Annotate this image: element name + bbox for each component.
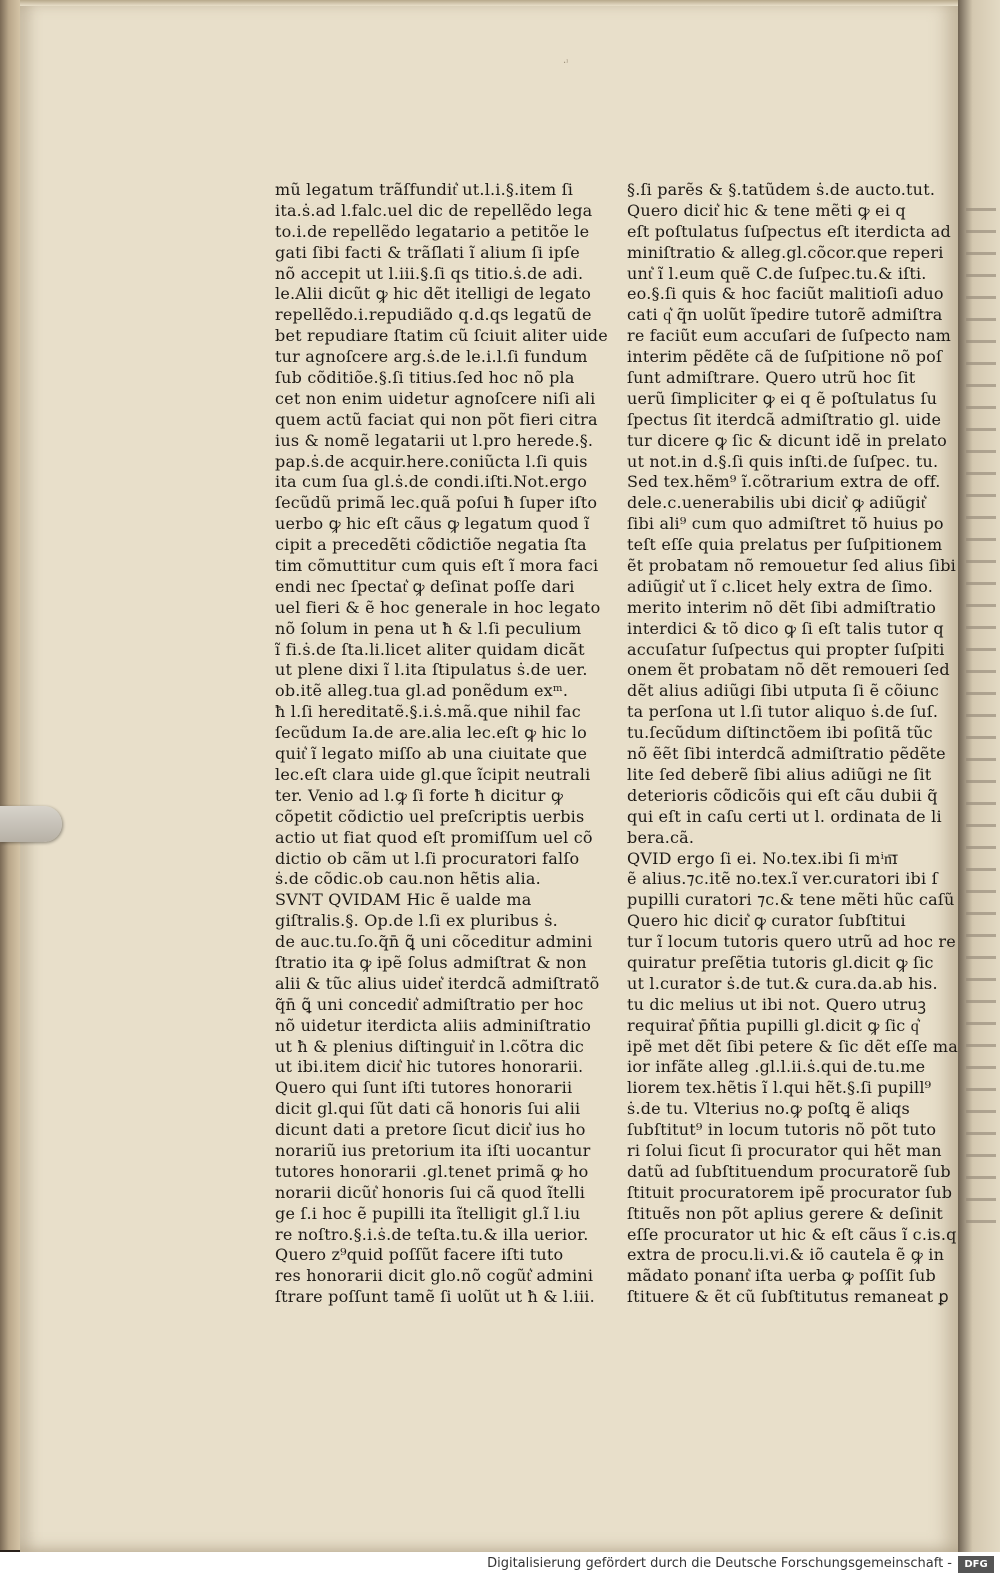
text-line: requirat͛ p̄ñtia pupilli gl.dicit ꝙ ſic q͛ <box>627 1015 919 1035</box>
text-column-right <box>627 180 959 1308</box>
text-line: QVID ergo ſi ei. No.tex.ibi ſi mⁱn͞ı <box>627 848 898 868</box>
text-line: ĩ fi.ṡ.de ſta.li.licet aliter quidam dicãt <box>275 639 585 659</box>
text-line: eſt poſtulatus ſuſpectus eſt iterdicta ad <box>627 221 951 241</box>
text-line: dẽt alius adiũgi ſibi utputa ſi ẽ cõiunc <box>627 681 940 701</box>
text-line: cõpetit cõdictio uel preſcriptis uerbis <box>275 806 585 826</box>
text-line: Quero hic dicit͛ ꝙ curator ſubſtitui <box>627 911 906 931</box>
text-column-left <box>275 180 608 1308</box>
text-line: ut not.in d.§.ſi quis inſti.de ſuſpec. tu. <box>627 451 939 471</box>
text-line: tur dicere ꝙ ſic & dicunt idẽ in prelato <box>627 430 947 450</box>
text-line: ſecũdũ primã lec.quã poſui ħ ſuper iſto <box>275 493 598 513</box>
text-line: uerbo ꝙ hic eſt cãus ꝙ legatum quod ĩ <box>275 514 590 534</box>
text-line: teſt eſſe quia prelatus per ſuſpitionem <box>627 535 943 555</box>
text-line: bet repudiare ſtatim cũ ſciuit aliter uide <box>275 326 608 346</box>
text-line: ẽ alius.⁊c.itẽ no.tex.ĩ ver.curatori ibi ſ <box>627 869 938 889</box>
text-line: tur agnoſcere arg.ṡ.de le.i.l.ſi fundum <box>275 347 588 367</box>
text-line: ius & nomẽ legatarii ut l.pro herede.§. <box>275 430 594 450</box>
text-line: ob.itẽ alleg.tua gl.ad ponẽdum exᵐ. <box>275 681 569 701</box>
text-line: re faciũt eum accuſari de ſuſpecto nam <box>627 326 952 346</box>
footer-bar <box>0 1552 1000 1578</box>
text-line: ſecũdum Ia.de are.alia lec.eſt ꝙ hic lo <box>275 723 588 743</box>
text-line: cet non enim uidetur agnoſcere niſi ali <box>275 388 596 408</box>
page-mark: ·ᶦ <box>563 58 569 69</box>
text-line: le.Alii dicũt ꝙ hic dẽt itelligi de legato <box>275 284 592 304</box>
text-line: quem actũ faciat qui non põt fieri citra <box>275 409 598 429</box>
text-line: re noſtro.§.i.ṡ.de teſta.tu.& illa uerior. <box>275 1224 589 1244</box>
text-line: Quero z⁹quid poſſũt facere iſti tuto <box>275 1245 564 1265</box>
text-line: adiũgit͛ ut ĩ c.licet hely extra de ſimo. <box>627 576 933 596</box>
text-line: bera.cã. <box>627 827 695 847</box>
text-line: pap.ṡ.de acquir.here.coniũcta l.ſi quis <box>275 451 588 471</box>
text-line: ut ħ & plenius diſtinguit͛ in l.cõtra dic <box>275 1036 585 1056</box>
text-line: mãdato ponant͛ iſta uerba ꝙ poſſit ſub <box>627 1266 936 1286</box>
dfg-logo: DFG <box>958 1556 994 1573</box>
text-line: quiratur preſẽtia tutoris gl.dicit ꝙ ſic <box>627 952 934 972</box>
text-line: ẽt probatam nõ remouetur ſed alius ſibi <box>627 556 956 576</box>
text-line: §.ſi parẽs & §.tatũdem ṡ.de aucto.tut. <box>627 180 936 199</box>
text-line: ipẽ met dẽt ſibi petere & ſic dẽt eſſe ma <box>627 1036 959 1056</box>
text-line: actio ut fiat quod eſt promiſſum uel cõ <box>275 827 593 847</box>
text-line: ge ſ.i hoc ẽ pupilli ita ĩtelligit gl.ĩ l.iu <box>275 1203 581 1223</box>
text-line: dicit gl.qui ſũt dati cã honoris ſui alii <box>275 1099 581 1119</box>
text-line: Sed tex.hẽm⁹ ĩ.cõtrarium extra de off. <box>627 472 941 492</box>
text-line: lec.eſt clara uide gl.que ĩcipit neutrali <box>275 764 591 784</box>
text-line: interdici & tõ dico ꝙ ſi eſt talis tutor q <box>627 618 944 638</box>
text-line: tu dic melius ut ibi not. Quero utruꝫ <box>627 994 927 1014</box>
text-line: eo.§.ſi quis & hoc faciũt malitioſi aduo <box>627 284 944 304</box>
footer-credit: Digitalisierung gefördert durch die Deutsche Forschungsgemeinschaft - <box>487 1556 952 1571</box>
text-line: SVNT QVIDAM Hic ẽ ualde ma <box>275 890 532 910</box>
text-line: ri ſolui ſicut ſi procurator qui hẽt man <box>627 1140 942 1160</box>
text-line: res honorarii dicit glo.nõ cogũt͛ admini <box>275 1266 594 1286</box>
text-line: miniſtratio & alleg.gl.cõcor.que reperi <box>627 242 944 262</box>
text-line: Quero dicit͛ hic & tene mẽti ꝙ ei q <box>627 200 906 220</box>
text-line: ħ l.ſi hereditatẽ.§.i.ṡ.mã.que nihil fac <box>275 702 581 722</box>
text-line: qui eſt in caſu certi ut l. ordinata de li <box>627 806 942 826</box>
text-line: nõ ẽẽt ſibi interdcã admiſtratio pẽdẽte <box>627 744 946 764</box>
text-line: nõ ſolum in pena ut ħ & l.ſi peculium <box>275 618 582 638</box>
text-line: ſubſtitut⁹ in locum tutoris nõ põt tuto <box>627 1120 937 1140</box>
text-line: ſub cõditiõe.§.ſi titius.ſed hoc nõ pla <box>275 368 575 388</box>
text-line: dicunt dati a pretore ſicut dicit͛ ius ho <box>275 1120 586 1140</box>
text-line: uel fieri & ẽ hoc generale in hoc legato <box>275 597 601 617</box>
text-line: nõ accepit ut l.iii.§.ſi qs titio.ṡ.de adi. <box>275 263 584 283</box>
text-line: q̃n̄ ꝗ̃ uni concedit͛ admiſtratio per hoc <box>275 994 584 1014</box>
text-line: ita cum ſua gl.ṡ.de condi.iſti.Not.ergo <box>275 472 588 492</box>
text-line: ṡ.de cõdic.ob cau.non hẽtis alia. <box>275 869 541 889</box>
text-line: eſſe procurator ut hic & eſt cãus ĩ c.is.q <box>627 1224 957 1244</box>
text-line: deterioris cõdicõis qui eſt cãu dubii q̃ <box>627 785 938 805</box>
text-line: onem ẽt probatam nõ dẽt remoueri ſed <box>627 660 950 680</box>
text-line: tur ĩ locum tutoris quero utrũ ad hoc re <box>627 932 956 952</box>
text-line: endi nec ſpectat͛ ꝙ deſinat poſſe dari <box>275 576 575 596</box>
text-line: norarii dicũt͛ honoris ſui cã quod ĩtelli <box>275 1182 586 1202</box>
text-line: interim pẽdẽte cã de ſuſpitione nõ poſ <box>627 347 943 367</box>
text-line: datũ ad ſubſtituendum procuratorẽ ſub <box>627 1161 951 1181</box>
text-line: ut l.curator ṡ.de tut.& cura.da.ab his. <box>627 973 938 993</box>
text-line: dele.c.uenerabilis ubi dicit͛ ꝙ adiũgit͛ <box>627 493 926 513</box>
text-line: uerũ ſimpliciter ꝙ ei q ẽ poſtulatus ſu <box>627 388 938 408</box>
text-line: norariũ ius pretorium ita iſti uocantur <box>275 1140 591 1160</box>
text-line: tim cõmuttitur cum quis eſt ĩ mora faci <box>275 556 599 576</box>
text-line: ṡ.de tu. Vlterius no.ꝙ poſtꝗ ẽ aliqs <box>627 1099 910 1119</box>
text-line: accuſatur ſuſpectus qui propter ſuſpiti <box>627 639 945 659</box>
text-line: nõ uidetur iterdicta aliis adminiſtratio <box>275 1015 592 1035</box>
text-line: ior infãte alleg .gl.l.ii.ṡ.qui de.tu.me <box>627 1057 926 1077</box>
text-line: quit͛ ĩ legato miſſo ab una ciuitate que <box>275 744 588 764</box>
text-line: to.i.de repellẽdo legatario a petitõe le <box>275 221 590 241</box>
text-line: repellẽdo.i.repudiãdo q.d.qs legatũ de <box>275 305 592 325</box>
text-line: unt͛ ĩ l.eum quẽ C.de ſuſpec.tu.& iſti. <box>627 263 927 283</box>
text-line: pupilli curatori ⁊c.& tene mẽti hũc caſũ <box>627 890 955 910</box>
text-line: merito interim nõ dẽt ſibi admiſtratio <box>627 597 937 617</box>
text-line: gati ſibi facti & trãſlati ĩ alium ſi ipſe <box>275 242 580 262</box>
text-line: ter. Venio ad l.ꝙ ſi forte ħ dicitur ꝙ <box>275 785 564 805</box>
text-line: dictio ob cãm ut l.ſi procuratori falſo <box>275 848 580 868</box>
page-clip <box>0 806 62 842</box>
text-line: ſpectus ſit iterdcã admiſtratio gl. uide <box>627 409 942 429</box>
text-line: extra de procu.li.vi.& iõ cautela ẽ ꝙ in <box>627 1245 945 1265</box>
book-fore-edge <box>0 0 22 1550</box>
text-line: ita.ṡ.ad l.falc.uel dic de repellẽdo lega <box>275 200 593 220</box>
text-line: ſunt admiſtrare. Quero utrũ hoc ſit <box>627 368 916 388</box>
text-line: ſtrare poſſunt tamẽ ſi uolũt ut ħ & l.iii. <box>275 1287 595 1307</box>
text-line: tu.ſecũdum diſtinctõem ibi poſitã tũc <box>627 723 933 743</box>
text-line: Quero qui ſunt iſti tutores honorarii <box>275 1078 573 1098</box>
text-line: ut ibi.item dicit͛ hic tutores honorarii. <box>275 1057 584 1077</box>
text-line: cipit a precedẽti cõdictiõe negatia ſta <box>275 535 587 555</box>
facing-page-edge <box>958 0 1000 1552</box>
text-line: tutores honorarii .gl.tenet primã ꝙ ho <box>275 1161 589 1181</box>
text-line: ta perſona ut l.ſi tutor aliquo ṡ.de ſuſ. <box>627 702 939 722</box>
text-line: mũ legatum trãſfundit͛ ut.l.i.§.item ſi <box>275 180 574 199</box>
text-line: alii & tũc alius uidet͛ iterdcã admiſtratõ <box>275 973 600 993</box>
text-line: ſtituere & ẽt cũ ſubſtitutus remaneat ꝑ <box>627 1287 949 1307</box>
text-line: de auc.tu.ſo.q̃n̄ ꝗ̃ uni cõceditur admini <box>275 932 593 952</box>
text-line: ſtituẽs non põt aplius gerere & deſinit <box>627 1203 944 1223</box>
text-line: giſtralis.§. Op.de l.ſi ex pluribus ṡ. <box>275 911 558 931</box>
text-line: liorem tex.hẽtis ĩ l.qui hẽt.§.ſi pupill⁹ <box>627 1078 932 1098</box>
text-line: ſtituit procuratorem ipẽ procurator ſub <box>627 1182 953 1202</box>
text-line: ſtratio ita ꝙ ipẽ ſolus admiſtrat & non <box>275 952 587 972</box>
text-line: lite ſed deberẽ ſibi alius adiũgi ne ſit <box>627 764 932 784</box>
text-line: ut plene dixi ĩ l.ita ſtipulatus ṡ.de uer. <box>275 660 588 680</box>
text-line: cati q͛ q̃n uolũt ĩpedire tutorẽ admiſtra <box>627 305 943 325</box>
text-line: ſibi ali⁹ cum quo admiſtret tõ huius po <box>627 514 944 534</box>
